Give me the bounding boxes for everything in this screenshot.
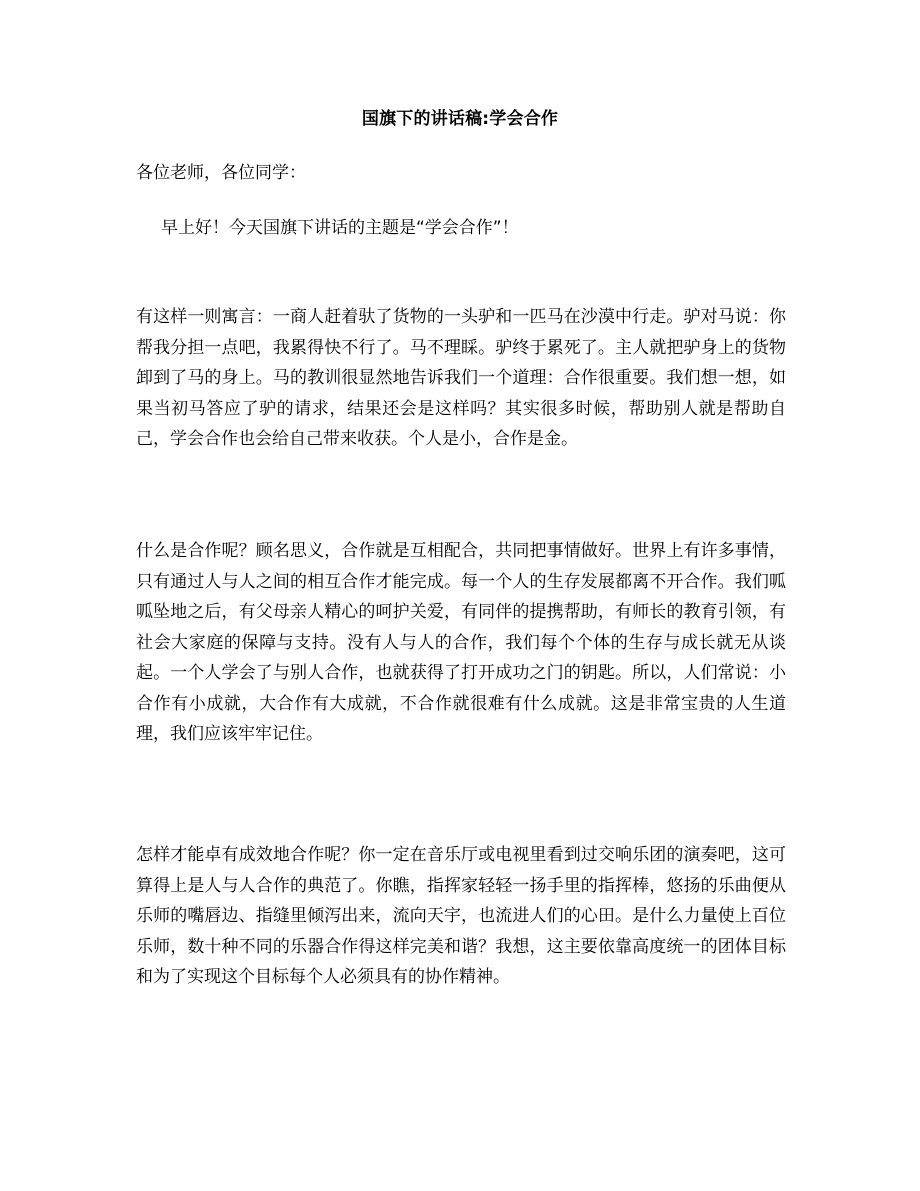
paragraph-fable: 有这样一则寓言：一商人赶着驮了货物的一头驴和一匹马在沙漠中行走。驴对马说：你帮我分担一点吧，我累得快不行了。马不理睬。驴终于累死了。主人就把驴身上的货物卸到了马的身上。马的教训很显然地告诉我们一个道理：合作很重要。我们想一想，如果当初马答应了驴的请求，结果还会是这样吗？其实很多时候，帮助别人就是帮助自己，学会合作也会给自己带来收获。个人是小，合作是金。	[136, 307, 786, 449]
document-title: 国旗下的讲话稿:学会合作	[361, 109, 559, 129]
paragraph-how-to-cooperate: 怎样才能卓有成效地合作呢？你一定在音乐厅或电视里看到过交响乐团的演奏吧，这可算得上是人与人合作的典范了。你瞧，指挥家轻轻一扬手里的指挥棒，悠扬的乐曲便从乐师的嘴唇边、指缝里倾泻出来，流向天宇，也流进人们的心田。是什么力量使上百位乐师，数十种不同的乐器合作得这样完美和谐？我想，这主要依靠高度统一的团体目标和为了实现这个目标每个人必须具有的协作精神。	[136, 845, 786, 987]
paragraph-what-is-cooperation: 什么是合作呢？顾名思义，合作就是互相配合，共同把事情做好。世界上有许多事情，只有通过人与人之间的相互合作才能完成。每一个人的生存发展都离不开合作。我们呱呱坠地之后，有父母亲人精心的呵护关爱，有同伴的提携帮助，有师长的教育引领，有社会大家庭的保障与支持。没有人与人的合作，我们每个个体的生存与成长就无从谈起。一个人学会了与别人合作，也就获得了打开成功之门的钥匙。所以，人们常说：小合作有小成就，大合作有大成就，不合作就很难有什么成就。这是非常宝贵的人生道理，我们应该牢牢记住。	[136, 541, 786, 744]
greeting-line: 早上好！今天国旗下讲话的主题是“学会合作”！	[161, 218, 519, 238]
salutation: 各位老师，各位同学：	[136, 163, 306, 183]
